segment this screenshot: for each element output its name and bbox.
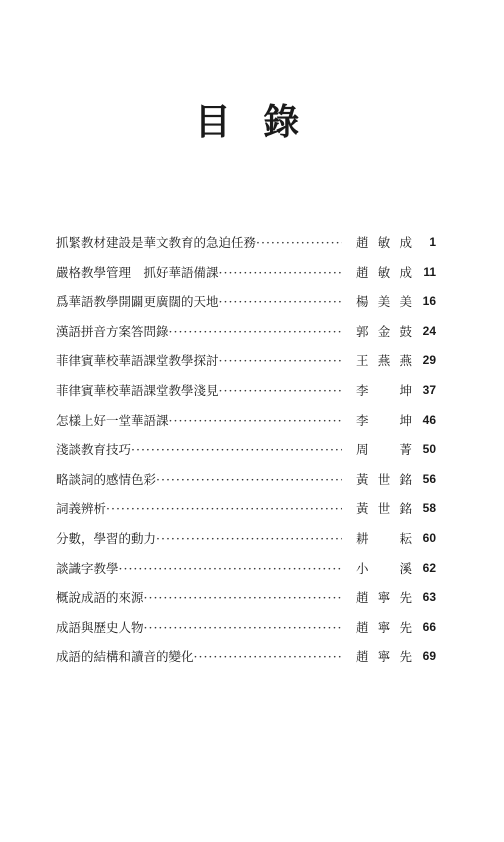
toc-entry-page: 24 [422, 323, 436, 338]
table-of-contents [56, 228, 436, 672]
toc-entry [56, 583, 436, 613]
toc-entry [56, 406, 436, 436]
toc-entry-author: 小 溪 [356, 560, 412, 576]
toc-entry-title: 抓緊教材建設是華文教育的急迫任務 ····· [56, 228, 342, 258]
toc-entry-author: 趙寧先 [356, 619, 412, 635]
toc-entry [56, 287, 436, 317]
toc-entry-author: 周 菁 [356, 442, 412, 458]
toc-entry-title: 淺談教育技巧 ····· [56, 435, 342, 465]
toc-entry-title: 詞義辨析 ····· [56, 494, 342, 524]
toc-entry-title: 略談詞的感情色彩 ····· [56, 465, 342, 495]
toc-entry [56, 435, 436, 465]
toc-entry [56, 346, 436, 376]
toc-entry [56, 317, 436, 347]
toc-entry-page: 69 [422, 649, 436, 664]
toc-entry-page: 29 [422, 353, 436, 368]
toc-entry-page: 63 [422, 590, 436, 605]
toc-entry-author: 李 坤 [356, 412, 412, 428]
toc-entry-author: 黃世銘 [356, 501, 412, 517]
toc-entry-title: 成語的結構和讀音的變化 ····· [56, 642, 342, 672]
toc-entry [56, 642, 436, 672]
toc-entry-page: 46 [422, 412, 436, 427]
toc-entry-title: 嚴格教學管理 抓好華語備課 ····· [56, 258, 342, 288]
toc-entry-author: 趙寧先 [356, 590, 412, 606]
toc-entry [56, 494, 436, 524]
toc-entry [56, 613, 436, 643]
toc-entry-page: 37 [422, 382, 436, 397]
toc-entry-title: 分數，學習的動力 ····· [56, 524, 342, 554]
toc-entry-title: 菲律賓華校華語課堂教學淺見 ····· [56, 376, 342, 406]
toc-entry [56, 258, 436, 288]
toc-entry-page: 16 [422, 294, 436, 309]
toc-entry-page: 60 [422, 530, 436, 545]
toc-entry [56, 228, 436, 258]
toc-entry-title: 概說成語的來源 ····· [56, 583, 342, 613]
toc-entry-page: 56 [422, 471, 436, 486]
toc-entry-page: 58 [422, 501, 436, 516]
toc-entry-title: 爲華語教學開闢更廣闊的天地 ····· [56, 287, 342, 317]
toc-entry-page: 50 [422, 442, 436, 457]
toc-entry-page: 11 [423, 264, 436, 279]
toc-entry-page: 66 [422, 619, 436, 634]
toc-entry [56, 465, 436, 495]
toc-entry-author: 黃世銘 [356, 471, 412, 487]
toc-entry-title: 成語與歷史人物 ····· [56, 613, 342, 643]
toc-entry-page: 1 [429, 235, 436, 249]
toc-entry-title: 漢語拼音方案答問錄 ····· [56, 317, 342, 347]
toc-entry-author: 趙寧先 [356, 649, 412, 665]
toc-entry-title: 怎樣上好一堂華語課 ····· [56, 406, 342, 436]
toc-entry-author: 郭金鼓 [356, 323, 412, 339]
toc-entry-author: 趙敏成 [356, 235, 412, 250]
toc-entry-author: 李 坤 [356, 382, 412, 398]
page-title: 目 錄 [194, 101, 310, 143]
toc-entry-title: 菲律賓華校華語課堂教學探討 ····· [56, 346, 342, 376]
toc-entry-author: 楊美美 [356, 294, 412, 310]
toc-entry-title: 談識字教學 ····· [56, 554, 342, 584]
toc-entry [56, 376, 436, 406]
toc-entry-author: 耕 耘 [356, 530, 412, 546]
toc-entry-author: 王燕燕 [356, 353, 412, 369]
toc-entry-author: 趙敏成 [356, 264, 412, 280]
toc-entry [56, 524, 436, 554]
toc-entry [56, 554, 436, 584]
toc-entry-page: 62 [422, 560, 436, 575]
